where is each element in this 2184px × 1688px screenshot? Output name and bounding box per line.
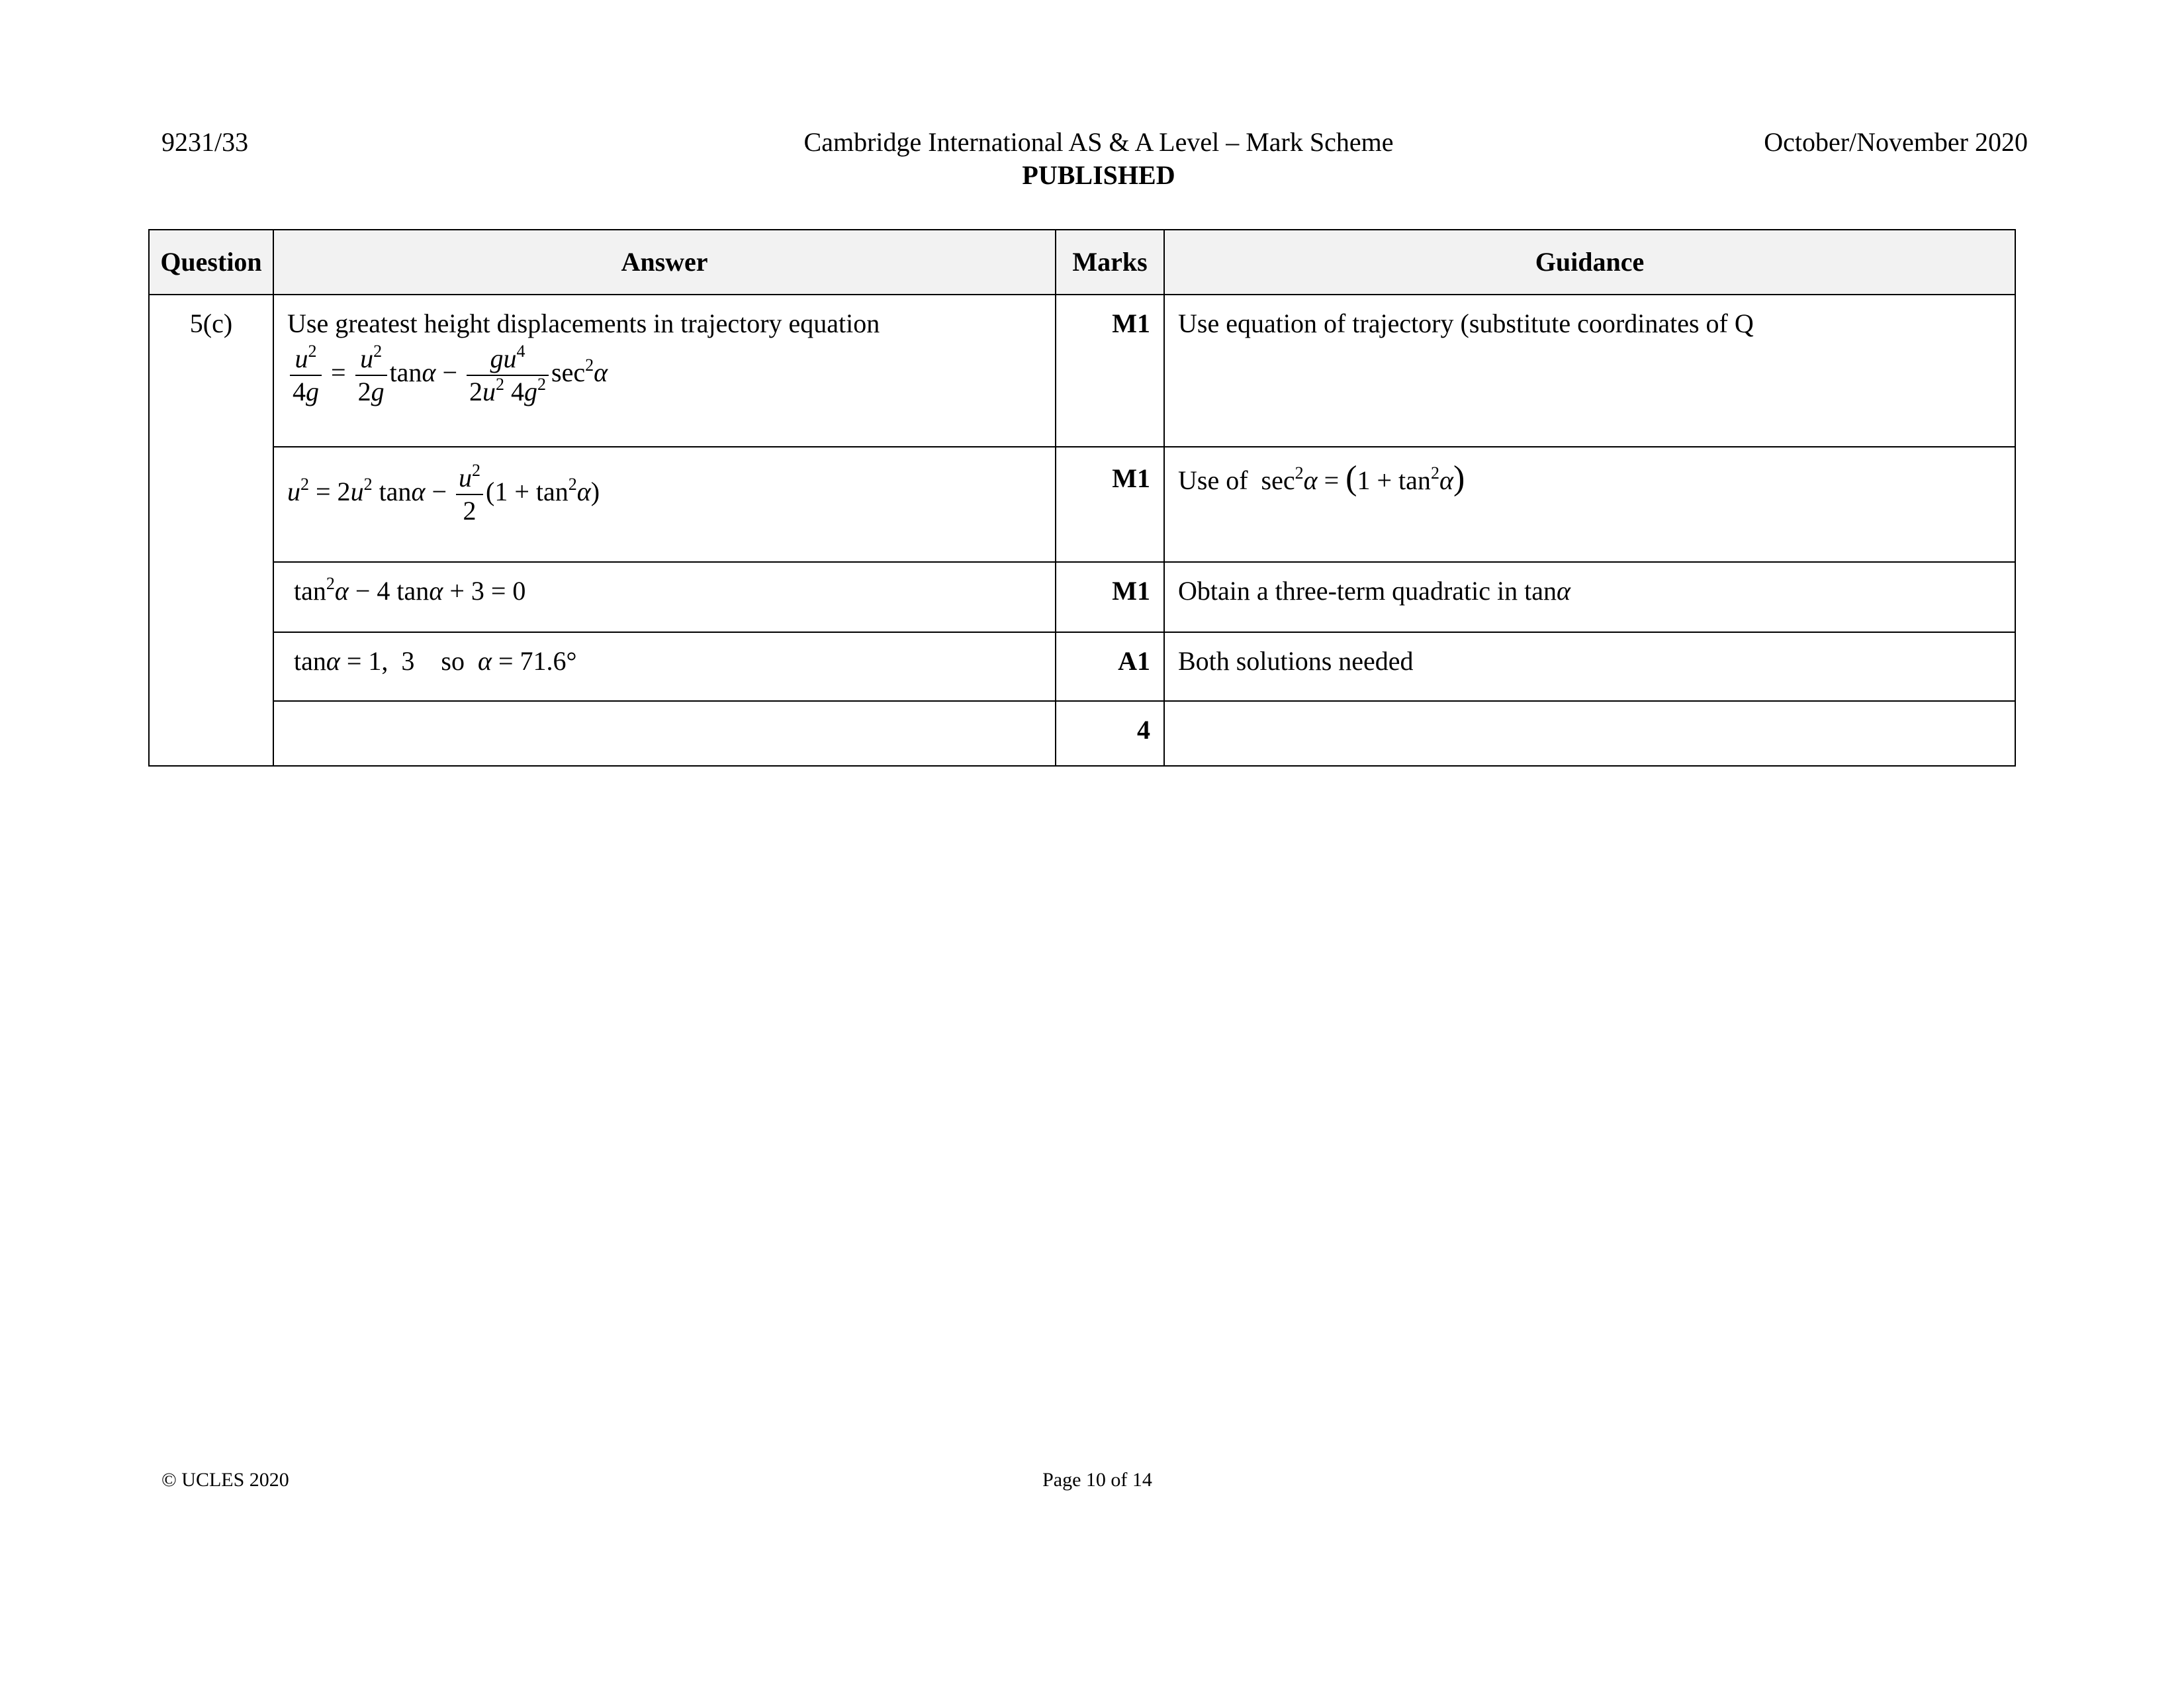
mark-code: A1 [1056,632,1164,701]
guidance-text: Use equation of trajectory (substitute coordinates of Q [1164,295,2015,447]
paper-code: 9231/33 [161,127,249,157]
column-header-guidance: Guidance [1164,230,2015,295]
answer-cell [273,562,1056,632]
solution-equation: tanα = 1, 3 so α = 71.6° [287,646,577,676]
answer-text: Use greatest height displacements in trajectory equation [287,308,880,338]
table-row [149,632,2015,701]
exam-session: October/November 2020 [1764,127,2028,157]
table-header-row [149,230,2015,295]
table-row [149,295,2015,447]
substituted-equation: $u^2 = 2u^2$ tanα − $\frac{u^2}{2}$ $(1 + \tan^2\alpha)$ [287,461,600,526]
table-row [149,701,2015,766]
guidance-cell: Obtain a three-term quadratic in tanα [1164,562,2015,632]
table-row [149,447,2015,562]
column-header-answer: Answer [273,230,1056,295]
mark-code: M1 [1056,562,1164,632]
answer-cell [273,632,1056,701]
document-title: Cambridge International AS & A Level – Mark Scheme [803,127,1394,157]
guidance-text: Both solutions needed [1164,632,2015,701]
answer-cell [273,447,1056,562]
total-marks: 4 [1056,701,1164,766]
answer-cell [273,295,1056,447]
table-row [149,562,2015,632]
trajectory-equation: $\frac{u^2}{4g}$ = $\frac{u^2}{2g}$ tanα − $\frac{gu^4}{2u^2 4g^2}$ $\sec^2\alpha$ [287,343,1042,408]
column-header-marks: Marks [1056,230,1164,295]
published-label: PUBLISHED [1022,160,1175,190]
column-header-question: Question [149,230,273,295]
guidance-cell [1164,701,2015,766]
mark-code: M1 [1056,447,1164,562]
mark-scheme-table [148,229,2016,767]
copyright: © UCLES 2020 [161,1469,289,1491]
mark-code: M1 [1056,295,1164,447]
quadratic-equation: $\tan^2\alpha - 4$ tanα + 3 = 0 [287,574,526,606]
answer-cell [273,701,1056,766]
guidance-cell: Use of $\sec^2\alpha = (1 + \tan^2\alpha)$ [1164,447,2015,562]
question-number: 5(c) [149,295,273,766]
page-number: Page 10 of 14 [1042,1469,1152,1491]
